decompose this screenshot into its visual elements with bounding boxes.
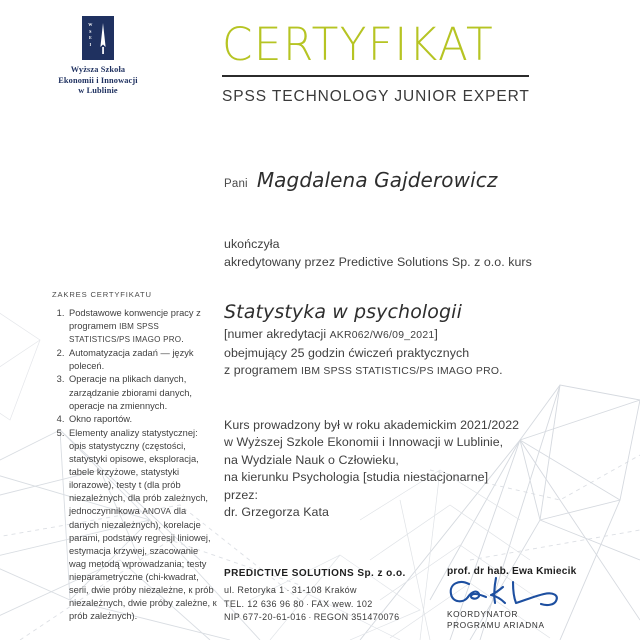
institution-name-line3: w Lublinie [78, 86, 118, 96]
institution-name-line2: Ekonomii i Innowacji [58, 75, 138, 85]
accreditation-suffix: ] [434, 327, 438, 341]
separator-dot: · [286, 585, 290, 595]
signature-block [447, 566, 637, 631]
delivery-line5: przez: [224, 487, 259, 502]
course-title: Statystyka w psychologii [224, 301, 462, 323]
delivery-line2: w Wyższej Szkole Ekonomii i Innowacji w Lublinie, [224, 435, 504, 449]
institution-name-line1: Wyższa Szkoła [70, 65, 126, 74]
scope-list-item [67, 307, 217, 346]
scope-list-item [67, 347, 217, 373]
signatory-role-line1: KOORDYNATOR [447, 610, 519, 619]
company-phone: TEL. 12 636 96 80 [224, 598, 305, 609]
accreditation-number: AKR062/W6/09_2021 [329, 330, 435, 341]
certificate-body [224, 168, 624, 522]
wsei-spire-icon [97, 23, 109, 54]
delivery-line4: na kierunku Psychologia [studia niestacjonarne] [224, 470, 489, 484]
recipient-row [224, 168, 624, 192]
completion-line2: akredytowany przez Predictive Solutions Sp. z o.o. kurs [224, 254, 532, 269]
signatory-role-line2: PROGRAMU ARIADNA [447, 621, 545, 631]
title-divider [222, 75, 529, 77]
scope-item-smallcaps: ANOVA [142, 507, 172, 517]
institution-name [18, 65, 178, 97]
company-registry-line [224, 611, 439, 625]
company-street: ul. Retoryka 1 [224, 585, 285, 595]
page-title: CERTYFIKAT [222, 18, 495, 71]
scope-item-text: Podstawowe konwencje pracy z programem [69, 308, 201, 332]
signatory-name: prof. dr hab. Ewa Kmiecik [447, 566, 577, 577]
course-hours-line: obejmujący 25 godzin ćwiczeń praktycznych [224, 345, 470, 360]
course-software-line [224, 362, 624, 381]
scope-item-smallcaps: IBM SPSS STATISTICS/PS IMAGO PRO [69, 322, 182, 345]
software-name: IBM SPSS STATISTICS/PS IMAGO PRO [301, 366, 500, 377]
wsei-logo-letters: W S E I [88, 22, 93, 47]
delivery-line3: na Wydziale Nauk o Człowieku, [224, 452, 399, 467]
recipient-salutation: Pani [224, 178, 248, 190]
scope-list-item [67, 427, 217, 623]
scope-heading: ZAKRES CERTYFIKATU [52, 290, 152, 299]
scope-item-text: Automatyzacja zadań — język poleceń. [69, 347, 194, 371]
company-city: 31-108 Kraków [291, 585, 357, 595]
scope-list-item [67, 413, 217, 426]
company-name: PREDICTIVE SOLUTIONS Sp. z o.o. [224, 568, 406, 579]
company-regon: REGON 351470076 [313, 612, 400, 623]
scope-item-text: Elementy analizy statystycznej: opis statystyczny (częstości, statystyki opisowe, eksploracja, tabele krzyżowe, statystyki ilorazowe), testy t (dla prób niezależnych, dla prób zależnych, jednoczynnikowa [69, 427, 209, 517]
certificate-header [222, 18, 622, 106]
signatory-role [447, 609, 637, 631]
recipient-name: Magdalena Gajderowicz [256, 168, 498, 192]
certificate-subtitle: SPSS TECHNOLOGY JUNIOR EXPERT [222, 88, 530, 105]
software-suffix: . [499, 363, 503, 377]
institution-logo-block [18, 16, 178, 97]
software-prefix: z programem [224, 363, 302, 377]
scope-item-text-tail: . [181, 334, 184, 345]
wsei-logo-icon [82, 16, 114, 60]
certificate-scope [52, 290, 217, 624]
delivery-details [224, 417, 624, 522]
scope-list-item [67, 373, 217, 412]
scope-item-text-tail: dla danych niezależnych), korelacje parami, podstawy regresji liniowej, estymacja krzywej, szacowanie wag metodą wprowadzania; testy nieparametryczne (chi-kwadrat, serii, dwie próby niezależne, к prób niezależnych, dwie próby zależne, к prób zależnych). [69, 506, 217, 622]
issuer-details [224, 568, 439, 625]
company-fax: FAX wew. 102 [311, 598, 373, 609]
course-accreditation-line [224, 326, 624, 345]
company-nip: NIP 677-20-61-016 [224, 612, 307, 623]
completion-statement [224, 236, 624, 271]
scope-item-text: Operacje na plikach danych, zarządzanie zbiorami danych, operacje na zmiennych. [69, 374, 192, 411]
scope-item-text: Okno raportów. [69, 414, 133, 425]
scope-list [52, 307, 217, 623]
accreditation-prefix: [numer akredytacji [224, 327, 330, 341]
course-block [224, 301, 624, 381]
company-address-line [224, 584, 439, 598]
separator-dot: · [306, 598, 310, 609]
separator-dot: · [308, 612, 312, 623]
company-contact-line [224, 598, 439, 612]
completion-line1: ukończyła [224, 237, 280, 251]
delivery-line6: dr. Grzegorza Kata [224, 505, 329, 519]
delivery-line1: Kurs prowadzony był w roku akademickim 2021/2022 [224, 417, 520, 432]
handwritten-signature-icon [441, 576, 621, 612]
